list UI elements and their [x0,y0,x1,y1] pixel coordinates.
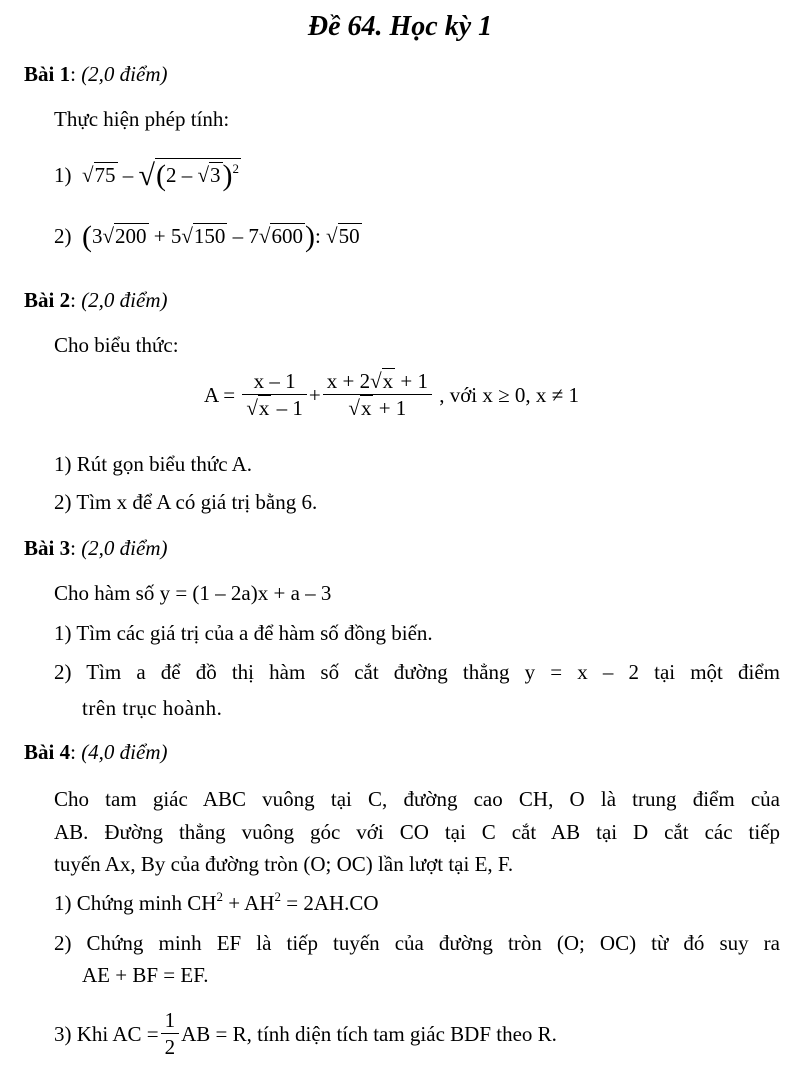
sqrt-3: √3 [197,163,221,187]
bai1-intro: Thực hiện phép tính: [54,107,230,131]
fraction-2-numerator: x + 2√x + 1 [323,368,432,395]
one-half-fraction: $\frac{1}{2}$ [161,1007,180,1062]
sqrt-outer: √(2 – √3)$^2$ [138,159,240,192]
sqrt-200: √200 [102,224,147,248]
close-paren: ) [304,220,315,253]
coef-7: – 7 [232,224,259,248]
inner-expr: 2 – [166,163,198,187]
fraction-2 [323,368,432,423]
bai3-intro: Cho hàm số y = (1 – 2a)x + a – 3 [54,581,332,605]
bai3-q1: 1) Tìm các giá trị của a để hàm số đồng biến. [54,621,433,645]
bai4-q3: 3) Khi AC = $\frac{1}{2}$ AB = R, tính diện tích tam giác BDF theo R. [54,1007,557,1062]
bai3-points: (2,0 điểm) [81,536,168,560]
sqrt-75: √75 [82,163,116,187]
bai4-para-line3: tuyến Ax, By của đường tròn (O; OC) lần lượt tại E, F. [54,852,514,876]
bai2-q1: 1) Rút gọn biểu thức A. [54,452,253,476]
bai3-q2-line2: trên trục hoành. [82,696,223,720]
ah-exponent: 2 [274,889,281,904]
bai1-q2-number: 2) [54,224,72,248]
bai3-q2-line1: 2) Tìm a để đồ thị hàm số cắt đường thẳng y = x – 2 tại một điểm [54,660,780,684]
bai1-q2 [54,221,362,253]
bai2-label: Bài 2 [24,288,71,312]
bai1-label: Bài 1 [24,62,71,86]
bai1-points: (2,0 điểm) [81,62,168,86]
sqrt-600: √600 [258,224,303,248]
bai4-q2-line1: 2) Chứng minh EF là tiếp tuyến của đường tròn (O; OC) từ đó suy ra [54,931,780,955]
expr-condition: , với x ≥ 0, x ≠ 1 [439,382,579,407]
minus-sign: – [122,163,134,187]
fraction-1 [242,368,307,423]
divide-sign: : [314,224,321,248]
bai4-q1: 1) Chứng minh $CH^2 + AH^2 = 2AH.CO$ [54,889,379,915]
bai1-q1-number: 1) [54,163,72,187]
expr-lhs: A = [204,382,236,407]
bai1-heading: Bài 1: (2,0 điểm) [24,62,168,86]
sqrt-50: √50 [326,224,360,248]
sqrt-150: √150 [181,224,226,248]
page-title: Đề 64. Học kỳ 1 [307,11,493,42]
fraction-2-denominator: √x + 1 [348,396,407,421]
coef-3: 3 [92,224,103,248]
bai4-para-line1: Cho tam giác ABC vuông tại C, đường cao CH, O là trung điểm của [54,787,780,811]
bai3-label: Bài 3 [24,536,71,560]
fraction-1-denominator: √x – 1 [246,396,303,421]
exponent: 2 [232,161,240,176]
ch-exponent: 2 [216,889,223,904]
bai4-heading: Bài 4: (4,0 điểm) [24,740,168,764]
open-paren: ( [82,220,92,253]
bai4-para-line2: AB. Đường thẳng vuông góc với CO tại C cắt AB tại D cắt các tiếp [54,820,780,844]
bai2-q2: 2) Tìm x để A có giá trị bằng 6. [54,490,318,514]
bai2-points: (2,0 điểm) [81,288,168,312]
coef-5: + 5 [153,224,182,248]
bai2-heading: Bài 2: (2,0 điểm) [24,288,168,312]
bai2-intro: Cho biểu thức: [54,333,179,357]
plus-sign: + [308,382,321,407]
bai3-heading: Bài 3: (2,0 điểm) [24,536,168,560]
bai4-q2-line2: AE + BF = EF. [82,963,209,987]
bai4-label: Bài 4 [24,740,71,764]
bai1-q1 [54,158,241,192]
fraction-1-numerator: x – 1 [242,368,307,395]
bai4-points: (4,0 điểm) [81,740,168,764]
bai2-expression [204,368,579,423]
